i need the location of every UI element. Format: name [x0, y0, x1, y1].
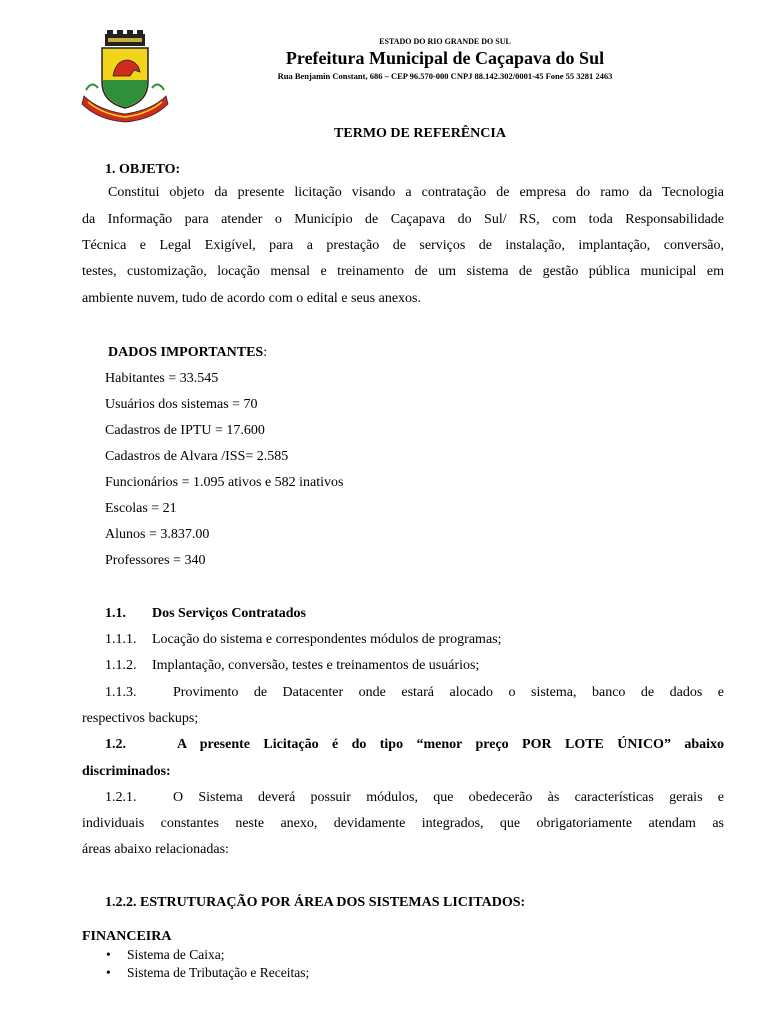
header-address: Rua Benjamin Constant, 686 – CEP 96.570-000 CNPJ 88.142.302/0001-45 Fone 55 3281 2463 [277, 71, 613, 81]
item-1-1-3-number: 1.1.3. [105, 685, 137, 700]
item-1-1-2-number: 1.1.2. [105, 658, 137, 673]
objeto-line-5: ambiente nuvem, tudo de acordo com o edital e seus anexos. [82, 291, 422, 306]
objeto-line-3: Técnica e Legal Exigível, para a prestação de serviços de instalação, implantação, conversão, [82, 238, 724, 253]
item-1-2-1-number: 1.2.1. [105, 790, 137, 805]
section-1-1-number: 1.1. [105, 606, 126, 621]
dados-heading-colon: : [263, 345, 268, 360]
document-title: TERMO DE REFERÊNCIA [334, 126, 506, 141]
dados-importantes-heading [108, 340, 267, 367]
item-1-1-2-text: Implantação, conversão, testes e treinamentos de usuários; [152, 658, 480, 673]
dados-item: Escolas = 21 [105, 501, 177, 516]
section-1-1-heading: Dos Serviços Contratados [152, 606, 306, 621]
list-item: • Sistema de Caixa; [106, 946, 309, 964]
section-1-2-number: 1.2. [105, 737, 126, 752]
header-state-name: ESTADO DO RIO GRANDE DO SUL [379, 37, 511, 46]
dados-item: Usuários dos sistemas = 70 [105, 397, 258, 412]
objeto-line-1: Constitui objeto da presente licitação visando a contratação de empresa do ramo da Tecnologia [108, 185, 724, 200]
section-1-2-continuation: discriminados: [82, 764, 171, 779]
item-1-1-1-text: Locação do sistema e correspondentes módulos de programas; [152, 632, 502, 647]
item-1-2-1-line-2: individuais constantes neste anexo, devidamente integrados, que obrigatoriamente atendam as [82, 816, 724, 831]
financeira-system-list [106, 946, 309, 982]
section-1-2-text: A presente Licitação é do tipo “menor preço POR LOTE ÚNICO” abaixo [177, 737, 724, 752]
dados-item: Funcionários = 1.095 ativos e 582 inativos [105, 475, 344, 490]
item-1-1-3-continuation: respectivos backups; [82, 711, 199, 726]
dados-item: Cadastros de IPTU = 17.600 [105, 423, 265, 438]
dados-item: Cadastros de Alvara /ISS= 2.585 [105, 449, 289, 464]
financeira-heading: FINANCEIRA [82, 929, 172, 944]
item-1-2-1-line-3: áreas abaixo relacionadas: [82, 842, 229, 857]
header-municipality-title: Prefeitura Municipal de Caçapava do Sul [285, 48, 605, 68]
list-item: • Sistema de Tributação e Receitas; [106, 964, 309, 982]
dados-item: Habitantes = 33.545 [105, 371, 219, 386]
section-objeto-heading: 1. OBJETO: [105, 162, 181, 177]
item-1-2-1-text: O Sistema deverá possuir módulos, que obedecerão às características gerais e [173, 790, 724, 805]
item-1-1-3-text: Provimento de Datacenter onde estará alocado o sistema, banco de dados e [173, 685, 724, 700]
dados-heading-text: DADOS IMPORTANTES [108, 345, 264, 360]
item-1-1-1-number: 1.1.1. [105, 632, 137, 647]
objeto-line-4: testes, customização, locação mensal e treinamento de um sistema de gestão pública municipal em [82, 264, 724, 279]
section-1-2-2-heading: 1.2.2. ESTRUTURAÇÃO POR ÁREA DOS SISTEMAS LICITADOS: [105, 895, 526, 910]
dados-item: Alunos = 3.837.00 [105, 527, 210, 542]
dados-item: Professores = 340 [105, 553, 206, 568]
objeto-line-2: da Informação para atender o Município de Caçapava do Sul/ RS, com toda Responsabilidade [82, 212, 724, 227]
